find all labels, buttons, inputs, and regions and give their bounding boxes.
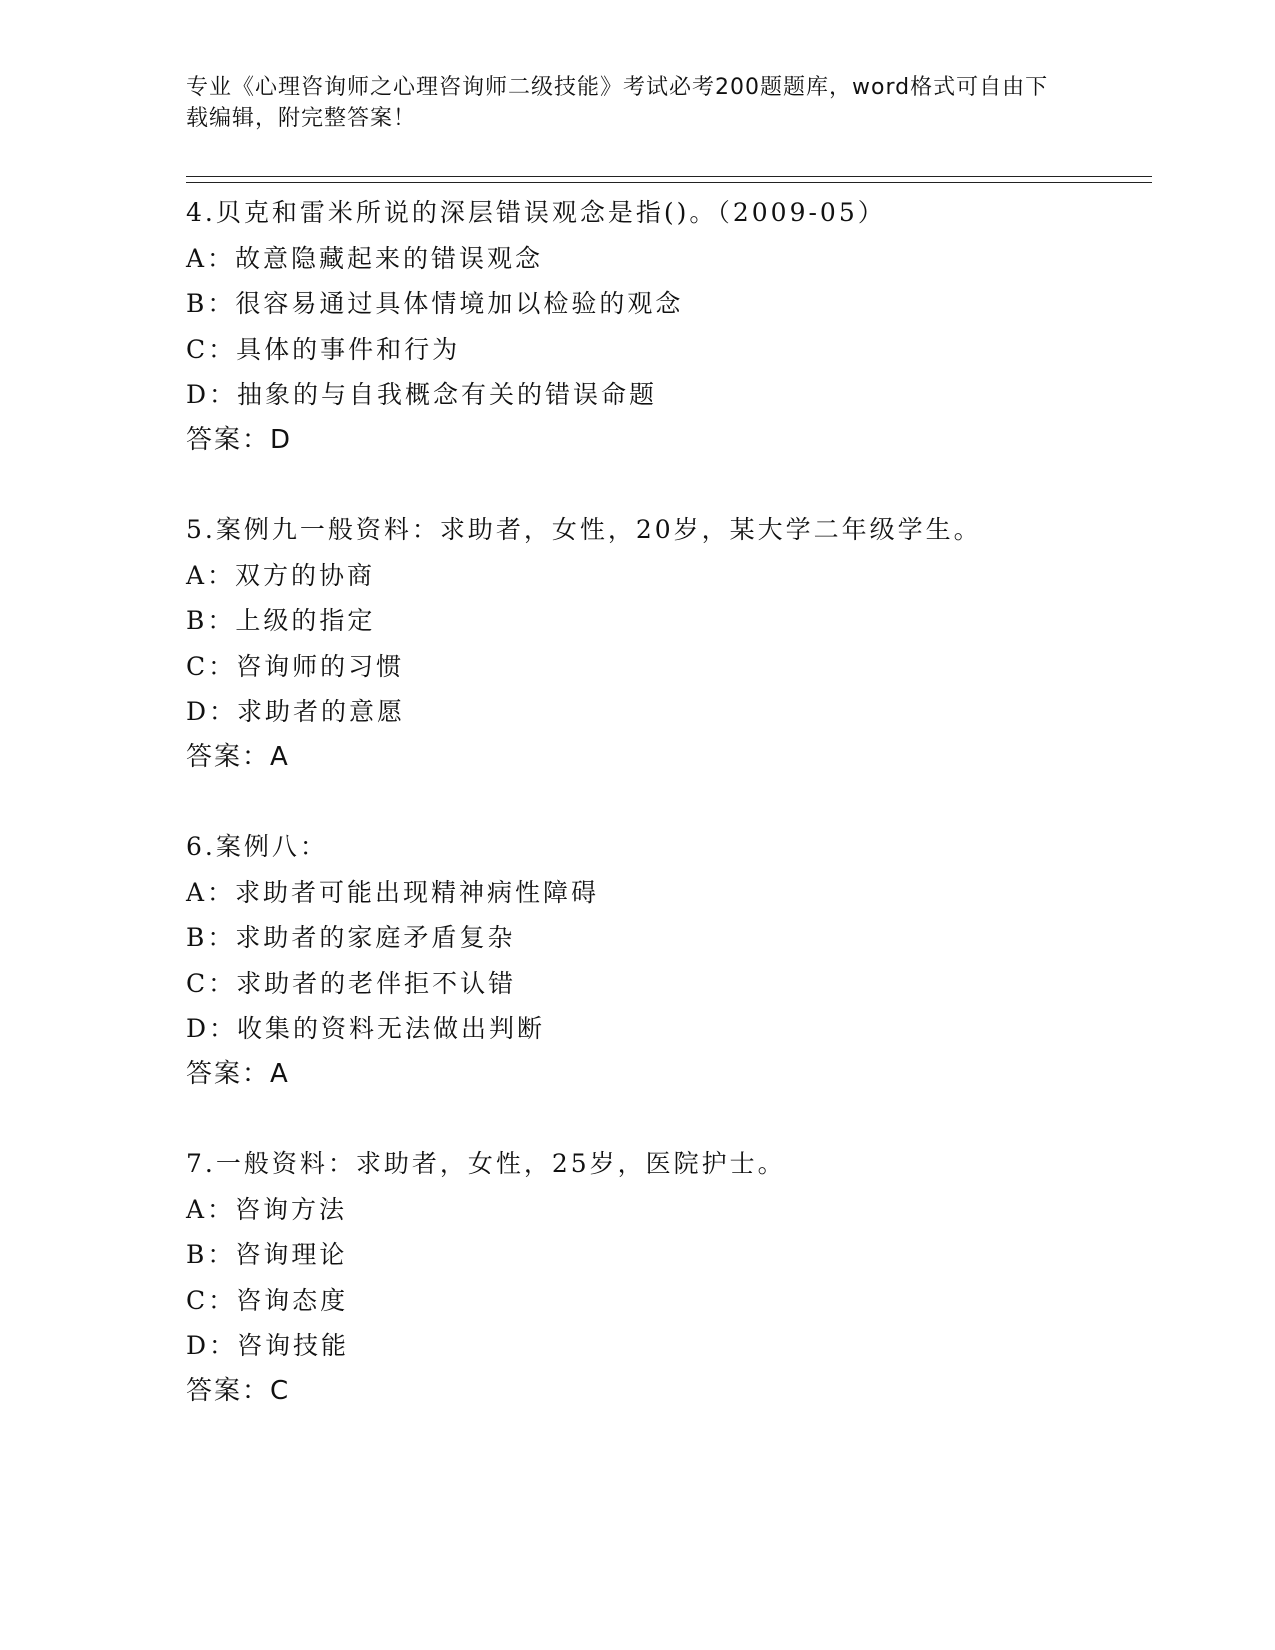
option-a: A：求助者可能出现精神病性障碍 [186,877,600,907]
answer-line: 答案：A [186,1058,290,1089]
question-5 [186,507,1152,780]
header-divider-top [186,176,1152,177]
answer-line: 答案：A [186,741,290,772]
option-c: C：具体的事件和行为 [186,334,461,364]
option-d: D：咨询技能 [186,1331,350,1360]
option-b: B：上级的指定 [186,606,376,635]
option-a: A：故意隐藏起来的错误观念 [186,243,544,273]
option-c: C：咨询态度 [186,1285,349,1315]
question-7 [186,1141,1152,1414]
document-header: 专业《心理咨询师之心理咨询师二级技能》考试必考200题题库，word格式可自由下载编辑，附完整答案！ [186,75,1049,131]
option-b: B：很容易通过具体情境加以检验的观念 [186,289,684,318]
option-d: D：收集的资料无法做出判断 [186,1014,546,1043]
option-d: D：求助者的意愿 [186,697,406,726]
question-stem: 4.贝克和雷米所说的深层错误观念是指()。（2009-05） [186,198,886,227]
option-b: B：求助者的家庭矛盾复杂 [186,923,516,952]
option-d: D：抽象的与自我概念有关的错误命题 [186,380,658,409]
option-c: C：求助者的老伴拒不认错 [186,968,517,998]
question-6 [186,824,1152,1097]
answer-line: 答案：C [186,1375,291,1406]
option-b: B：咨询理论 [186,1240,348,1269]
question-stem: 6.案例八： [186,832,328,861]
question-stem: 7.一般资料：求助者，女性，25岁，医院护士。 [186,1149,786,1178]
question-list [186,190,1152,1458]
header-divider-bottom [186,182,1152,183]
answer-line: 答案：D [186,424,293,455]
option-a: A：咨询方法 [186,1194,348,1224]
option-c: C：咨询师的习惯 [186,651,405,681]
question-stem: 5.案例九一般资料：求助者，女性，20岁，某大学二年级学生。 [186,515,982,544]
question-4 [186,190,1152,463]
option-a: A：双方的协商 [186,560,376,590]
